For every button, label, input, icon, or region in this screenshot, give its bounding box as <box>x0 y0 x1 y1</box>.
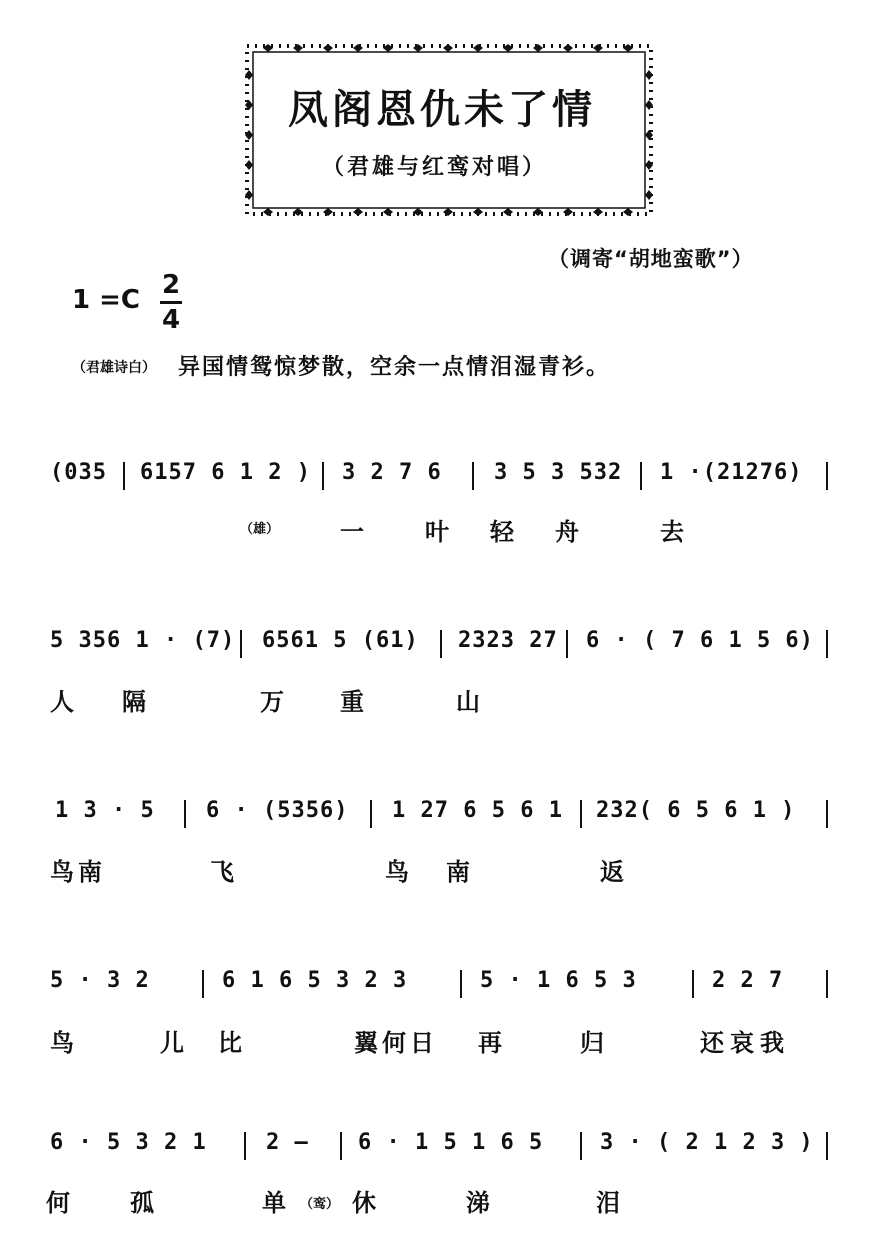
page-subtitle: （君雄与红鸾对唱） <box>322 155 548 180</box>
page-title: 凤阁恩仇未了情 <box>288 87 596 133</box>
lyric: 一 <box>340 518 364 546</box>
measure: 2 — <box>266 1130 309 1155</box>
lyric: 重 <box>340 688 364 716</box>
lyric: 泪 <box>596 1189 620 1217</box>
lyric: 单 <box>262 1189 286 1217</box>
lyric: 鸟 <box>50 1029 74 1057</box>
key-signature: 1 =C <box>72 285 141 315</box>
lyric: 舟 <box>555 518 579 546</box>
measure: 3 2 7 6 <box>342 460 442 485</box>
lyric: 归 <box>580 1029 604 1057</box>
measure: 6 · 1 5 1 6 5 <box>358 1130 544 1155</box>
lyric: 儿 <box>160 1029 184 1057</box>
measure: 5 · 3 2 <box>50 968 150 993</box>
measure: 1 27 6 5 6 1 <box>392 798 563 823</box>
tune-note: （调寄“胡地蛮歌”） <box>548 247 754 271</box>
lyric: 万 <box>260 688 284 716</box>
measure: 5 356 1 · (7) <box>50 628 236 653</box>
lyric: 休 <box>352 1189 376 1217</box>
lyric: 飞 <box>210 858 234 886</box>
measure: (035 <box>50 460 107 485</box>
time-signature <box>160 272 182 333</box>
singer-label: （雄） <box>240 522 280 537</box>
bar-line <box>640 462 642 490</box>
lyric: 比 <box>218 1029 242 1057</box>
bar-line <box>826 800 828 828</box>
bar-line <box>340 1132 342 1160</box>
time-top: 2 <box>161 270 181 300</box>
lyric: 再 <box>478 1029 502 1057</box>
measure: 6157 6 1 2 ) <box>140 460 311 485</box>
lyric: 返 <box>600 858 624 886</box>
lyric: 去 <box>660 518 684 546</box>
bar-line <box>826 1132 828 1160</box>
lyric: 人 <box>50 688 74 716</box>
measure: 3 5 3 532 <box>494 460 623 485</box>
lyric: 还哀我 <box>700 1029 790 1057</box>
bar-line <box>202 970 204 998</box>
lyric: 南 <box>446 858 470 886</box>
time-bottom: 4 <box>161 305 181 335</box>
bar-line <box>566 630 568 658</box>
measure: 2 2 7 <box>712 968 784 993</box>
intro-label: （君雄诗白） <box>72 360 156 376</box>
bar-line <box>370 800 372 828</box>
bar-line <box>184 800 186 828</box>
bar-line <box>580 800 582 828</box>
intro-text: 异国情鸳惊梦散，空余一点情泪湿青衫。 <box>178 355 611 380</box>
lyric: 叶 <box>425 518 449 546</box>
bar-line <box>826 970 828 998</box>
bar-line <box>460 970 462 998</box>
measure: 1 3 · 5 <box>55 798 155 823</box>
measure: 6561 5 (61) <box>262 628 419 653</box>
measure: 6 · (5356) <box>206 798 349 823</box>
measure: 6 · ( 7 6 1 5 6) <box>586 628 814 653</box>
bar-line <box>826 462 828 490</box>
lyric: 涕 <box>466 1189 490 1217</box>
lyric: 轻 <box>490 518 514 546</box>
lyric: 孤 <box>130 1189 154 1217</box>
measure: 6 1 6 5 3 2 3 <box>222 968 408 993</box>
measure: 3 · ( 2 1 2 3 ) <box>600 1130 814 1155</box>
lyric: 鸟南 <box>50 858 106 886</box>
measure: 2323 27 <box>458 628 558 653</box>
lyric: 山 <box>456 688 480 716</box>
bar-line <box>692 970 694 998</box>
bar-line <box>240 630 242 658</box>
bar-line <box>826 630 828 658</box>
bar-line <box>244 1132 246 1160</box>
lyric: 何 <box>46 1189 70 1217</box>
lyric: 翼何日 <box>354 1029 438 1057</box>
measure: 5 · 1 6 5 3 <box>480 968 637 993</box>
singer-label: （鸾） <box>300 1197 340 1212</box>
bar-line <box>580 1132 582 1160</box>
measure: 6 · 5 3 2 1 <box>50 1130 207 1155</box>
lyric: 鸟 <box>385 858 409 886</box>
bar-line <box>472 462 474 490</box>
bar-line <box>440 630 442 658</box>
measure: 232( 6 5 6 1 ) <box>596 798 796 823</box>
bar-line <box>322 462 324 490</box>
measure: 1 ·(21276) <box>660 460 803 485</box>
lyric: 隔 <box>122 688 146 716</box>
bar-line <box>123 462 125 490</box>
